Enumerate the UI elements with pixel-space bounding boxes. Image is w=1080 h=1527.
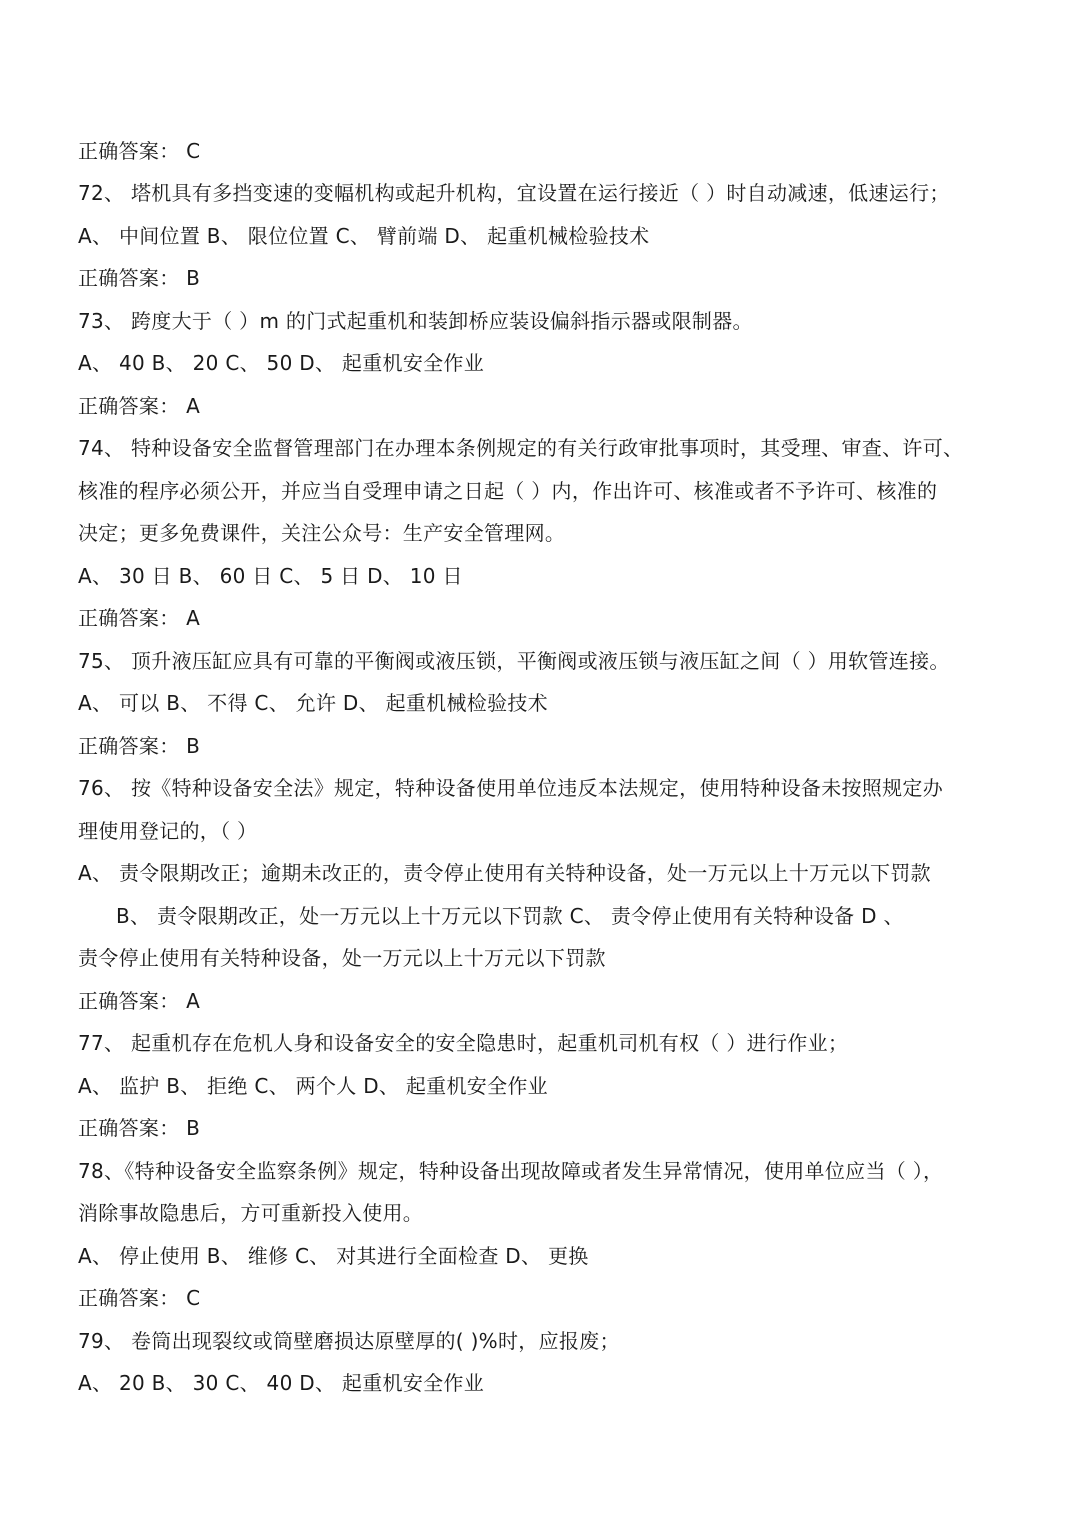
options-line: A、 停止使用 B、 维修 C、 对其进行全面检查 D、 更换 (78, 1244, 589, 1268)
question-line: 73、 跨度大于（ ）m 的门式起重机和装卸桥应装设偏斜指示器或限制器。 (78, 309, 753, 333)
options-line: A、 可以 B、 不得 C、 允许 D、 起重机械检验技术 (78, 691, 548, 715)
answer-line: 正确答案： A (78, 606, 201, 630)
question-line: 76、 按《特种设备安全法》规定，特种设备使用单位违反本法规定，使用特种设备未按照规定办 (78, 776, 944, 800)
answer-line: 正确答案： A (78, 989, 201, 1013)
question-line: 74、 特种设备安全监督管理部门在办理本条例规定的有关行政审批事项时，其受理、审查、许可、 (78, 436, 964, 460)
options-line: B、 责令限期改正，处一万元以上十万元以下罚款 C、 责令停止使用有关特种设备 D 、 (116, 904, 904, 928)
answer-line: 正确答案： B (78, 734, 201, 758)
answer-line: 正确答案： C (78, 139, 201, 163)
options-line: A、 责令限期改正；逾期未改正的，责令停止使用有关特种设备，处一万元以上十万元以下罚款 (78, 861, 931, 885)
answer-line: 正确答案： B (78, 266, 201, 290)
answer-line: 正确答案： A (78, 394, 201, 418)
question-line: 75、 顶升液压缸应具有可靠的平衡阀或液压锁，平衡阀或液压锁与液压缸之间（ ）用软管连接。 (78, 649, 950, 673)
options-line: 责令停止使用有关特种设备，处一万元以上十万元以下罚款 (78, 946, 606, 970)
answer-line: 正确答案： C (78, 1286, 201, 1310)
answer-line: 正确答案： B (78, 1116, 201, 1140)
question-line: 核准的程序必须公开，并应当自受理申请之日起（ ）内，作出许可、核准或者不予许可、核准的 (78, 479, 938, 503)
question-line: 77、 起重机存在危机人身和设备安全的安全隐患时，起重机司机有权（ ）进行作业； (78, 1031, 849, 1055)
options-line: A、 监护 B、 拒绝 C、 两个人 D、 起重机安全作业 (78, 1074, 548, 1098)
question-line: 79、 卷筒出现裂纹或筒壁磨损达原壁厚的( )%时，应报废； (78, 1329, 620, 1353)
options-line: A、 20 B、 30 C、 40 D、 起重机安全作业 (78, 1371, 485, 1395)
question-line: 决定；更多免费课件，关注公众号：生产安全管理网。 (78, 521, 566, 545)
question-line: 消除事故隐患后，方可重新投入使用。 (78, 1201, 424, 1225)
options-line: A、 40 B、 20 C、 50 D、 起重机安全作业 (78, 351, 485, 375)
question-line: 72、 塔机具有多挡变速的变幅机构或起升机构，宜设置在运行接近（ ）时自动减速，低速运行； (78, 181, 950, 205)
question-line: 78、《特种设备安全监察条例》规定，特种设备出现故障或者发生异常情况，使用单位应当（ ）， (78, 1159, 944, 1183)
options-line: A、 30 日 B、 60 日 C、 5 日 D、 10 日 (78, 564, 463, 588)
options-line: A、 中间位置 B、 限位位置 C、 臂前端 D、 起重机械检验技术 (78, 224, 650, 248)
question-line: 理使用登记的，（ ） (78, 819, 258, 843)
